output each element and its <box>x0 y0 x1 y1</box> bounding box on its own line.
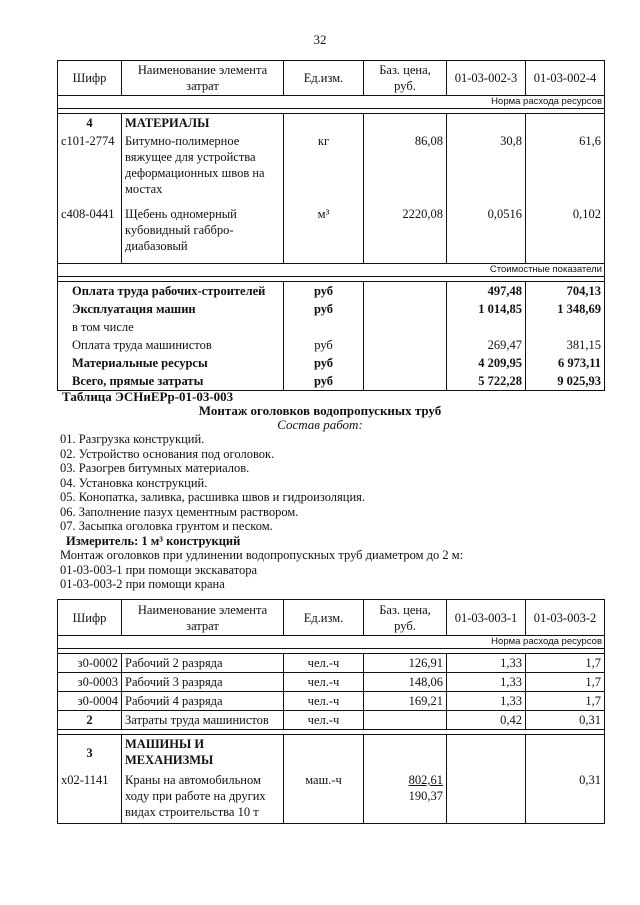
summary-value-2: 704,13 <box>526 281 605 300</box>
summary-row <box>58 318 605 336</box>
row-unit: чел.-ч <box>284 692 364 711</box>
summary-value-2: 381,15 <box>526 336 605 354</box>
table-row <box>58 673 605 692</box>
labor-name: Затраты труда машинистов <box>122 711 284 730</box>
works-title: Состав работ: <box>277 417 363 432</box>
row-price-cell <box>364 771 447 823</box>
summary-value-2: 9 025,93 <box>526 372 605 391</box>
measure-unit: Измеритель: 1 м³ конструкций <box>66 533 241 548</box>
summary-row <box>58 300 605 318</box>
summary-value-1: 1 014,85 <box>447 300 526 318</box>
row-code: х02-1141 <box>58 771 122 823</box>
summary-value-1: 5 722,28 <box>447 372 526 391</box>
list-item: 02. Устройство основания под оголовок. <box>60 446 275 461</box>
section-name: МАТЕРИАЛЫ <box>122 114 284 133</box>
works-list <box>60 432 463 592</box>
header-col1: 01-03-003-1 <box>447 600 526 636</box>
header-code: Шифр <box>58 600 122 636</box>
summary-row <box>58 336 605 354</box>
row-price: 126,91 <box>364 654 447 673</box>
row-value-2: 61,6 <box>526 132 605 205</box>
summary-unit: руб <box>284 336 364 354</box>
list-item: 04. Установка конструкций. <box>60 475 208 490</box>
labor-unit: чел.-ч <box>284 711 364 730</box>
summary-unit: руб <box>284 372 364 391</box>
header-price: Баз. цена, руб. <box>364 61 447 96</box>
variant-item: 01-03-003-2 при помощи крана <box>60 577 225 591</box>
resource-table-1 <box>57 60 605 391</box>
list-item: 06. Заполнение пазух цементным раствором. <box>60 504 299 519</box>
row-value-1 <box>447 771 526 823</box>
row-code: з0-0004 <box>58 692 122 711</box>
header-unit: Ед.изм. <box>284 61 364 96</box>
row-name: Краны на автомобильном ходу при работе на других видах строительства 10 т <box>122 771 284 823</box>
row-value-2: 0,102 <box>526 205 605 263</box>
header-col2: 01-03-003-2 <box>526 600 605 636</box>
table-row <box>58 692 605 711</box>
description: Монтаж оголовков при удлинении водопропускных труб диаметром до 2 м: <box>60 548 464 562</box>
summary-value-1: 497,48 <box>447 281 526 300</box>
row-price: 169,21 <box>364 692 447 711</box>
labor-value-2: 0,31 <box>526 711 605 730</box>
header-col2: 01-03-002-4 <box>526 61 605 96</box>
row-name: Рабочий 4 разряда <box>122 692 284 711</box>
summary-value-2: 6 973,11 <box>526 354 605 372</box>
row-value-2: 1,7 <box>526 692 605 711</box>
row-unit: чел.-ч <box>284 654 364 673</box>
row-value-1: 1,33 <box>447 654 526 673</box>
header-name: Наименование элемента затрат <box>122 600 284 636</box>
row-unit: кг <box>284 132 364 205</box>
row-value-1: 1,33 <box>447 673 526 692</box>
list-item: 05. Конопатка, заливка, расшивка швов и гидроизоляция. <box>60 490 366 504</box>
labor-value-1: 0,42 <box>447 711 526 730</box>
section-code: 4 <box>58 114 122 133</box>
row-unit: чел.-ч <box>284 673 364 692</box>
table-row <box>58 132 605 205</box>
norm-label: Норма расхода ресурсов <box>58 96 605 109</box>
summary-value-1: 4 209,95 <box>447 354 526 372</box>
row-price-secondary: 190,37 <box>408 789 443 803</box>
page-number: 32 <box>313 32 327 47</box>
section-name: МАШИНЫ И МЕХАНИЗМЫ <box>122 735 284 772</box>
summary-name: Оплата труда машинистов <box>58 336 284 354</box>
summary-name: Всего, прямые затраты <box>58 372 284 391</box>
row-value-2: 0,31 <box>526 771 605 823</box>
summary-name: Оплата труда рабочих-строителей <box>58 281 284 300</box>
row-value-1: 1,33 <box>447 692 526 711</box>
list-item: 03. Разогрев битумных материалов. <box>60 461 250 475</box>
row-price: 148,06 <box>364 673 447 692</box>
row-name: Битумно-полимерное вяжущее для устройства деформационных швов на мостах <box>122 132 284 205</box>
row-code: с101-2774 <box>58 132 122 205</box>
table-subtitle: Монтаж оголовков водопропускных труб <box>198 403 442 418</box>
table-row <box>58 654 605 673</box>
table-row <box>58 771 605 823</box>
list-item: 01. Разгрузка конструкций. <box>60 432 205 446</box>
row-value-1: 0,0516 <box>447 205 526 263</box>
row-value-1: 30,8 <box>447 132 526 205</box>
header-unit: Ед.изм. <box>284 600 364 636</box>
row-code: с408-0441 <box>58 205 122 263</box>
summary-name: в том числе <box>58 318 284 336</box>
summary-row <box>58 281 605 300</box>
row-price: 802,61 <box>408 773 443 787</box>
header-col1: 01-03-002-3 <box>447 61 526 96</box>
list-item: 07. Засыпка оголовка грунтом и песком. <box>60 519 273 533</box>
row-value-2: 1,7 <box>526 654 605 673</box>
table-row <box>58 205 605 263</box>
resource-table-2 <box>57 599 605 824</box>
row-code: з0-0002 <box>58 654 122 673</box>
row-price: 86,08 <box>364 132 447 205</box>
row-value-2: 1,7 <box>526 673 605 692</box>
summary-row <box>58 372 605 391</box>
row-unit: м³ <box>284 205 364 263</box>
row-name: Рабочий 2 разряда <box>122 654 284 673</box>
labor-row <box>58 711 605 730</box>
table-title: Таблица ЭСНиЕРр-01-03-003 <box>62 389 234 404</box>
section-code: 3 <box>58 735 122 772</box>
row-name: Щебень одномерный кубовидный габбро-диабазовый <box>122 205 284 263</box>
summary-name: Материальные ресурсы <box>58 354 284 372</box>
row-unit: маш.-ч <box>284 771 364 823</box>
row-code: з0-0003 <box>58 673 122 692</box>
labor-code: 2 <box>58 711 122 730</box>
summary-name: Эксплуатация машин <box>58 300 284 318</box>
row-name: Рабочий 3 разряда <box>122 673 284 692</box>
summary-row <box>58 354 605 372</box>
header-price: Баз. цена, руб. <box>364 600 447 636</box>
header-name: Наименование элемента затрат <box>122 61 284 96</box>
variant-item: 01-03-003-1 при помощи экскаватора <box>60 562 258 577</box>
header-code: Шифр <box>58 61 122 96</box>
summary-unit: руб <box>284 300 364 318</box>
summary-value-1: 269,47 <box>447 336 526 354</box>
cost-label: Стоимостные показатели <box>58 263 605 276</box>
summary-value-2: 1 348,69 <box>526 300 605 318</box>
summary-unit: руб <box>284 281 364 300</box>
summary-unit: руб <box>284 354 364 372</box>
row-price: 2220,08 <box>364 205 447 263</box>
norm-label: Норма расхода ресурсов <box>58 636 605 649</box>
